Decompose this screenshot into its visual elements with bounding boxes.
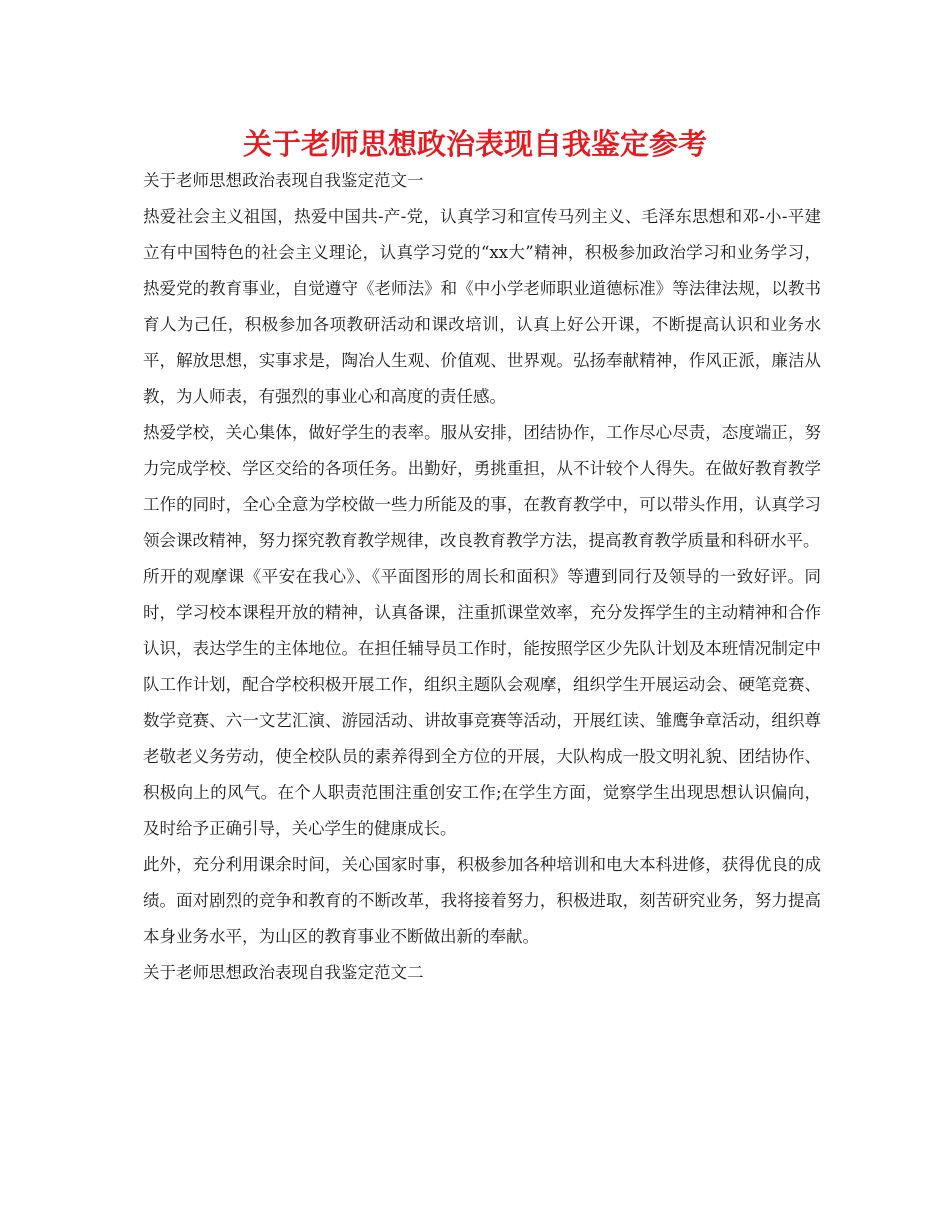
paragraph: 热爱学校，关心集体，做好学生的表率。服从安排，团结协作，工作尽心尽责，态度端正，努力完成学校、学区交给的各项任务。出勤好，勇挑重担，从不计较个人得失。在做好教育教学工作的同时，全心全意为学校做一些力所能及的事，在教育教学中，可以带头作用，认真学习领会课改精神，努力探究教育教学规律，改良教育教学方法，提高教育教学质量和科研水平。 <box>143 423 821 550</box>
section-heading-1: 关于老师思想政治表现自我鉴定范文一 <box>143 171 424 190</box>
paragraph: 所开的观摩课《平安在我心》、《平面图形的周长和面积》等遭到同行及领导的一致好评。同时，学习校本课程开放的精神，认真备课，注重抓课堂效率，充分发挥学生的主动精神和合作认识，表达学生的主体地位。在担任辅导员工作时，能按照学区少先队计划及本班情况制定中队工作计划，配合学校积极开展工作，组织主题队会观摩，组织学生开展运动会、硬笔竞赛、数学竞赛、六一文艺汇演、游园活动、讲故事竞赛等活动，开展红读、雏鹰争章活动，组织尊老敬老义务劳动，使全校队员的素养得到全方位的开展，大队构成一股文明礼貌、团结协作、积极向上的风气。在个人职责范围注重创安工作;在学生方面，觉察学生出现思想认识偏向，及时给予正确引导，关心学生的健康成长。 <box>143 567 821 838</box>
document-title: 关于老师思想政治表现自我鉴定参考 <box>242 127 707 161</box>
paragraph: 此外，充分利用课余时间，关心国家时事，积极参加各种培训和电大本科进修，获得优良的成绩。面对剧烈的竞争和教育的不断改革，我将接着努力，积极进取，刻苦研究业务，努力提高本身业务水平，为山区的教育事业不断做出新的奉献。 <box>143 855 821 946</box>
document-body <box>143 163 821 991</box>
section-heading-2: 关于老师思想政治表现自我鉴定范文二 <box>143 963 424 982</box>
paragraph: 热爱社会主义祖国，热爱中国共-产-党，认真学习和宣传马列主义、毛泽东思想和邓-小-平建立有中国特色的社会主义理论，认真学习党的“xx大”精神，积极参加政治学习和业务学习，热爱党的教育事业，自觉遵守《老师法》和《中小学老师职业道德标准》等法律法规，以教书育人为己任，积极参加各项教研活动和课改培训，认真上好公开课，不断提高认识和业务水平，解放思想，实事求是，陶冶人生观、价值观、世界观。弘扬奉献精神，作风正派，廉洁从教，为人师表，有强烈的事业心和高度的责任感。 <box>143 207 821 406</box>
